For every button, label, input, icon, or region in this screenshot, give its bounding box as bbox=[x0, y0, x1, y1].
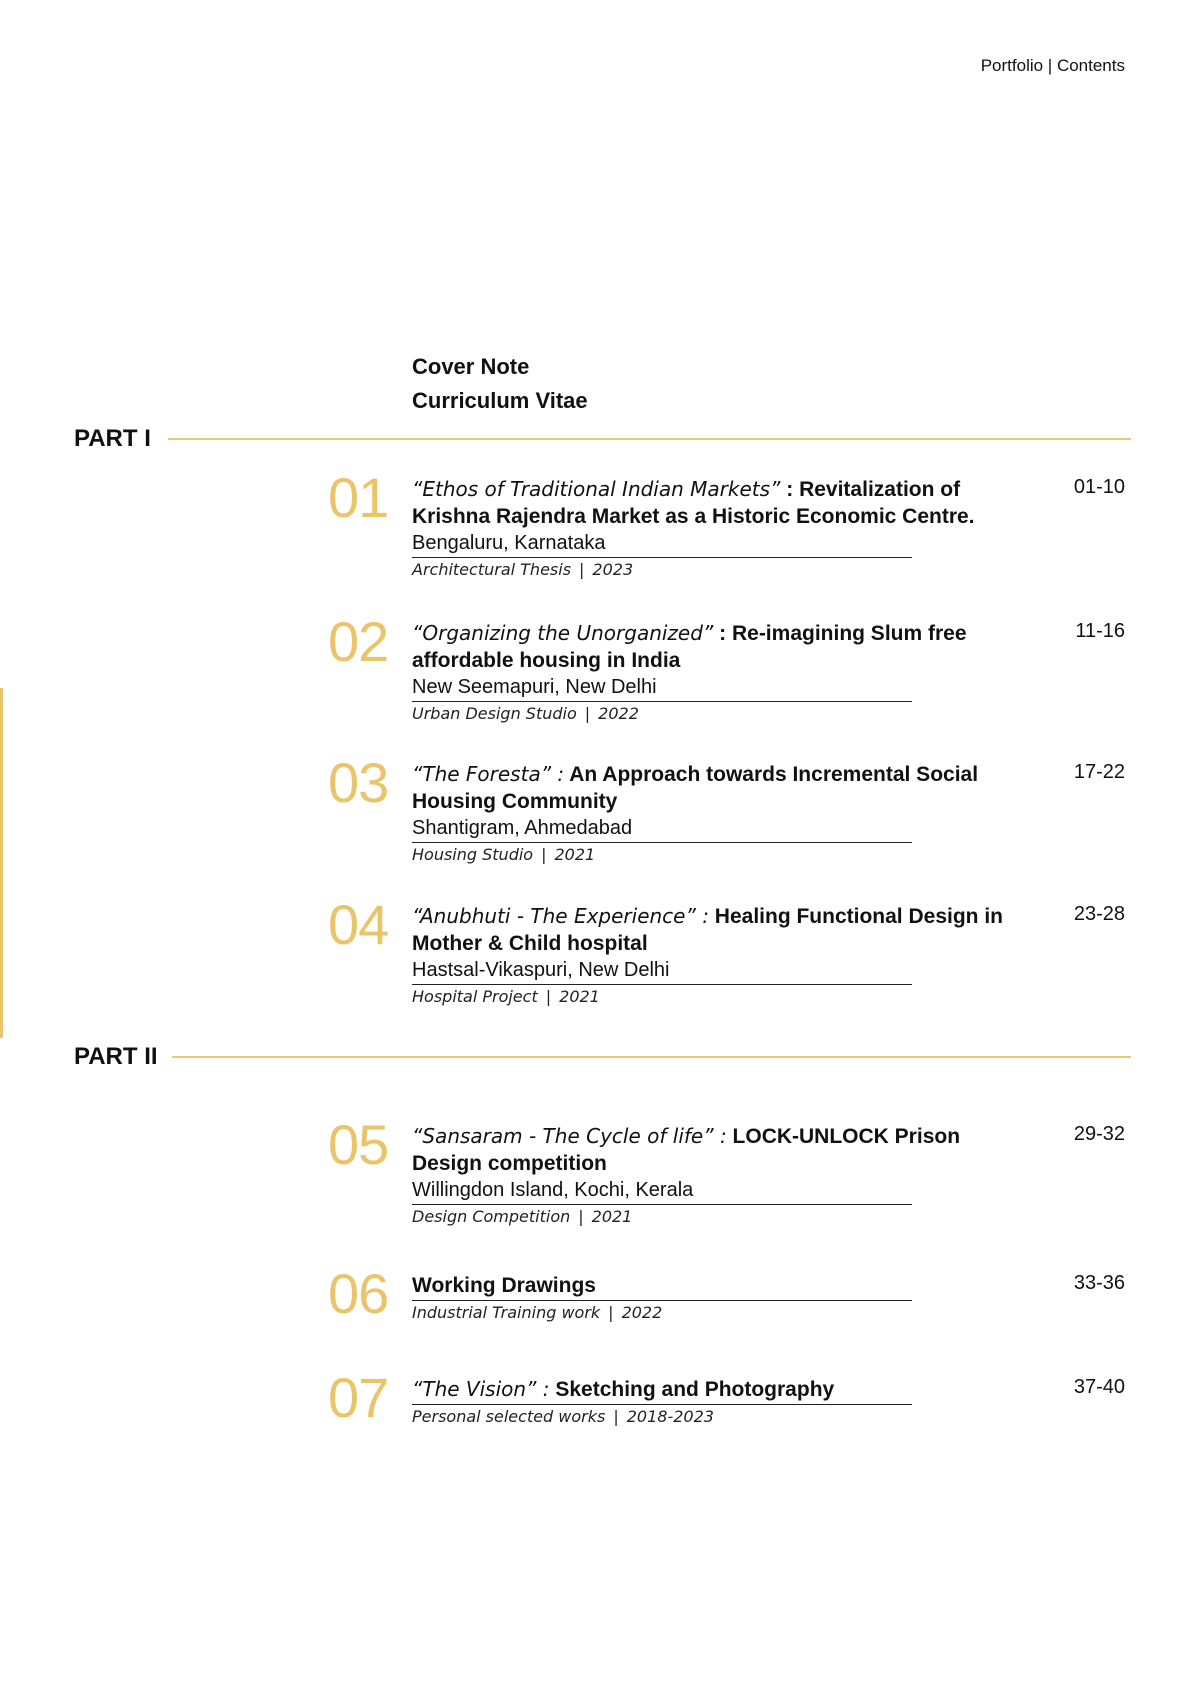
entry-number: 06 bbox=[328, 1262, 389, 1325]
entry-title bbox=[412, 761, 1012, 815]
entry-title-text: An Approach towards Incremental Social Housing Community bbox=[412, 763, 979, 813]
entry-title bbox=[412, 1123, 1012, 1177]
entry-meta bbox=[412, 1205, 1012, 1229]
entry-meta bbox=[412, 1301, 1012, 1325]
part-two-divider bbox=[172, 1056, 1131, 1058]
part-one-divider bbox=[168, 438, 1131, 440]
meta-separator: | bbox=[578, 1207, 584, 1226]
entry-location: Bengaluru, Karnataka bbox=[412, 532, 606, 554]
entry-location: Shantigram, Ahmedabad bbox=[412, 817, 633, 839]
entry-title bbox=[412, 620, 1012, 674]
meta-separator: | bbox=[541, 845, 547, 864]
entry-separator: : bbox=[780, 478, 800, 501]
entry-location: Hastsal-Vikaspuri, New Delhi bbox=[412, 959, 670, 981]
entry-meta bbox=[412, 702, 1012, 726]
entry-year: 2018-2023 bbox=[626, 1407, 714, 1426]
entry-title-text: Re-imagining Slum free affordable housing in India bbox=[412, 622, 967, 672]
meta-separator: | bbox=[579, 560, 585, 579]
entry-title bbox=[412, 1272, 1012, 1299]
entry-year: 2021 bbox=[559, 987, 600, 1006]
entry-quote: “Ethos of Traditional Indian Markets” bbox=[412, 477, 781, 501]
entry-year: 2022 bbox=[621, 1303, 663, 1322]
entry-title-text: Revitalization of Krishna Rajendra Market as a Historic Economic Centre. bbox=[412, 478, 975, 528]
entry-number: 04 bbox=[328, 893, 389, 956]
entry-title bbox=[412, 903, 1012, 957]
entry-number: 05 bbox=[328, 1113, 389, 1176]
entry-type: Personal selected works bbox=[412, 1407, 606, 1426]
entry-year: 2021 bbox=[591, 1207, 633, 1226]
entry-title bbox=[412, 476, 1012, 530]
meta-separator: | bbox=[584, 704, 591, 723]
entry-location: Willingdon Island, Kochi, Kerala bbox=[412, 1179, 694, 1201]
entry-title bbox=[412, 1376, 1012, 1403]
meta-separator: | bbox=[613, 1407, 619, 1426]
entry-type: Housing Studio bbox=[412, 845, 534, 864]
entry-type: Design Competition bbox=[412, 1207, 571, 1226]
entry-pages: 33-36 bbox=[1073, 1272, 1125, 1294]
entry-title-text: Working Drawings bbox=[412, 1274, 596, 1297]
entry-pages: 01-10 bbox=[1073, 476, 1125, 498]
toc-curriculum-vitae[interactable]: Curriculum Vitae bbox=[412, 388, 588, 413]
entry-number: 03 bbox=[328, 751, 389, 814]
meta-separator: | bbox=[545, 987, 552, 1006]
entry-pages: 23-28 bbox=[1073, 903, 1125, 925]
toc-cover-note[interactable]: Cover Note bbox=[412, 354, 530, 379]
entry-meta bbox=[412, 985, 1012, 1009]
entry-year: 2023 bbox=[592, 560, 634, 579]
entry-type: Industrial Training work bbox=[412, 1303, 601, 1322]
entry-meta bbox=[412, 558, 1012, 582]
entry-quote: “Sansaram - The Cycle of life” : bbox=[412, 1124, 727, 1148]
entry-type: Architectural Thesis bbox=[412, 560, 572, 579]
entry-number: 01 bbox=[328, 466, 389, 529]
page-header: Portfolio | Contents bbox=[980, 56, 1125, 75]
part-two-heading: PART II bbox=[74, 1043, 158, 1070]
entry-type: Urban Design Studio bbox=[412, 704, 577, 723]
entry-number: 07 bbox=[328, 1366, 389, 1429]
left-edge-accent-bar bbox=[0, 688, 3, 1038]
entry-title-text: LOCK-UNLOCK Prison Design competition bbox=[412, 1125, 961, 1175]
entry-pages: 29-32 bbox=[1073, 1123, 1125, 1145]
entry-meta bbox=[412, 843, 1012, 867]
entry-separator: : bbox=[713, 622, 732, 645]
entry-quote: “Anubhuti - The Experience” : bbox=[412, 904, 709, 928]
entry-title-text: Sketching and Photography bbox=[555, 1378, 835, 1401]
entry-type: Hospital Project bbox=[412, 987, 538, 1006]
entry-year: 2021 bbox=[554, 845, 596, 864]
entry-meta bbox=[412, 1405, 1012, 1429]
entry-location: New Seemapuri, New Delhi bbox=[412, 676, 657, 698]
entry-pages: 17-22 bbox=[1073, 761, 1125, 783]
entry-quote: “Organizing the Unorganized” bbox=[412, 621, 714, 645]
entry-year: 2022 bbox=[598, 704, 639, 723]
entry-quote: “The Foresta” : bbox=[412, 762, 565, 786]
meta-separator: | bbox=[608, 1303, 614, 1322]
entry-pages: 37-40 bbox=[1073, 1376, 1125, 1398]
entry-pages: 11-16 bbox=[1075, 620, 1125, 642]
entry-quote: “The Vision” : bbox=[412, 1377, 550, 1401]
part-one-heading: PART I bbox=[74, 425, 151, 452]
entry-title-text: Healing Functional Design in Mother & Child hospital bbox=[412, 905, 1003, 955]
entry-number: 02 bbox=[328, 610, 389, 673]
